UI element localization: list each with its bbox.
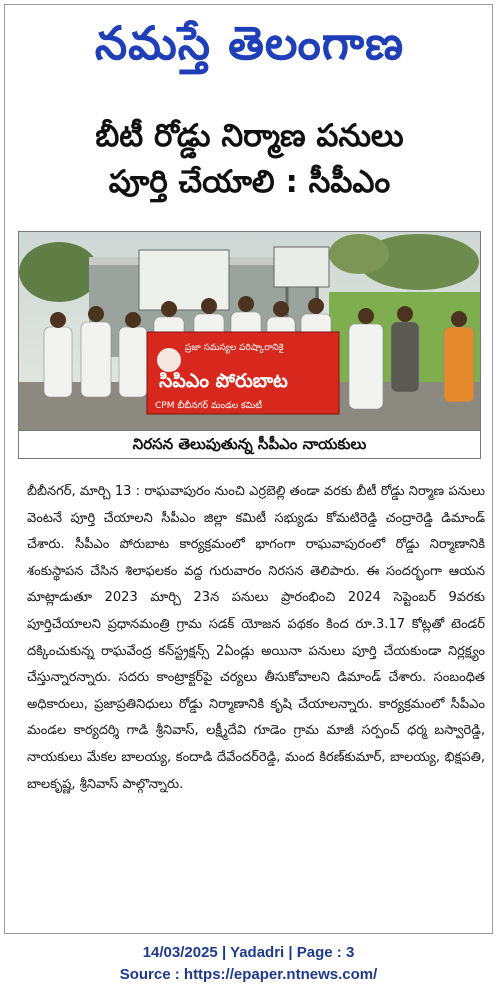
photo-caption: నిరసన తెలుపుతున్న సీపీఎం నాయకులు: [18, 431, 481, 459]
news-photo: [18, 231, 481, 431]
banner-bottom-text: CPM బీబీనగర్ మండల కమిటీ: [155, 401, 263, 411]
headline: [5, 113, 494, 205]
footer: [0, 942, 497, 986]
footer-date-edition: 14/03/2025 | Yadadri | Page : 3: [142, 944, 355, 961]
article-paragraph: బీబీనగర్, మార్చి 13 : రాఘవాపురం నుంచి ఎర్రబెల్లి తండా వరకు బీటీ రోడ్డు నిర్మాణ పనులు వెంటనే పూర్తి చేయాలని సీపీఎం జిల్లా కమిటీ సభ్యుడు కోమటిరెడ్డి చంద్రారెడ్డి డిమాండ్ చేశారు. సీపీఎం పోరుబాట కార్యక్రమంలో భాగంగా రాఘవాపురంలో రోడ్డు నిర్మాణానికి శంకుస్థాపన చేసిన శిలాఫలకం వద్ద గురువారం నిరసన తెలిపారు. ఈ సందర్భంగా ఆయన మాట్లాడుతూ 2023 మార్చి 23న పనులు ప్రారంభించి 2024 సెప్టెంబర్ 9వరకు పూర్తిచేయాలని ప్రధానమంత్రి గ్రామ సడక్ యోజన పథకం కింద రూ.3.17 కోట్లతో టెండర్ దక్కించుకున్న రాఘవేంద్ర కన్‌స్ట్రక్షన్స్ 2ఏండ్లు అయినా పనులు పూర్తి చేయకుండా నిర్లక్ష్యం చేస్తున్నారన్నారు. సదరు కాంట్రాక్టర్‌పై చర్యలు తీసుకోవాలని డిమాండ్ చేశారు. సంబంధిత అధికారులు, ప్రజాప్రతినిధులు రోడ్డు నిర్మాణానికి కృషి చేయాలన్నారు. కార్యక్రమంలో సీపీఎం మండల కార్యదర్శి గాడి శ్రీనివాస్, లక్ష్మీదేవి గూడెం గ్రామ మాజీ సర్పంచ్ ధర్మ బస్వారెడ్డి, నాయకులు మేకల బాలయ్య, కందాడి దేవేందర్‌రెడ్డి, మంద కిరణ్‌కుమార్, బాలయ్య, భిక్షపతి, బాలకృష్ణ, శ్రీనివాస్ పాల్గొన్నారు.: [27, 484, 485, 792]
newspaper-clipping: [4, 4, 493, 934]
banner-top-text: ప్రజా సమస్యల పరిష్కారానికై: [185, 343, 284, 353]
article-body: [27, 479, 485, 798]
footer-source: Source : https://epaper.ntnews.com/: [119, 966, 378, 983]
headline-line-1: బీటీ రోడ్డు నిర్మాణ పనులు: [95, 118, 404, 154]
masthead: [5, 11, 494, 75]
banner-main-text: సిపిఎం పోరుబాట: [159, 370, 288, 392]
protest-photo-illustration: [19, 232, 481, 431]
headline-line-2: పూర్తి చేయాలి : సీపీఎం: [108, 164, 391, 200]
masthead-title: నమస్తే తెలంగాణ: [94, 16, 405, 70]
